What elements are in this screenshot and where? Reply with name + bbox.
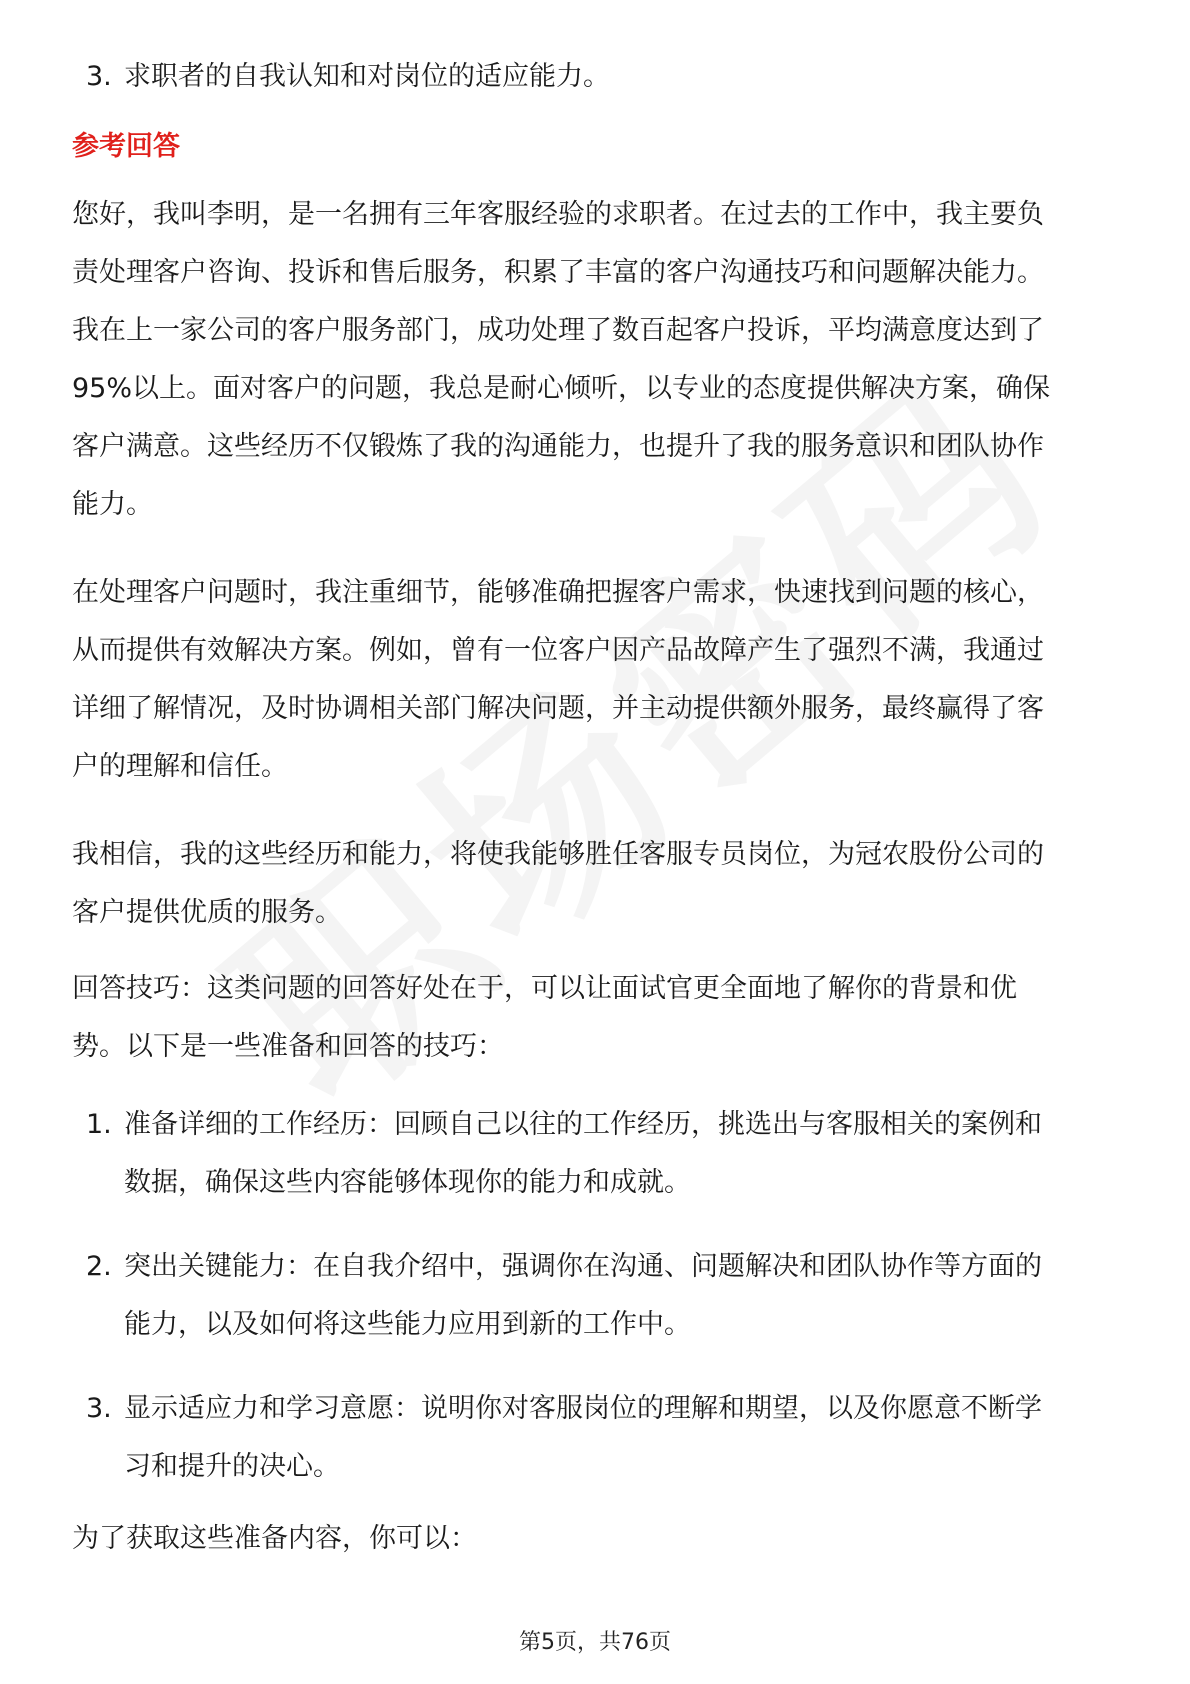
answer-paragraph-3 — [72, 826, 1122, 942]
list-item — [72, 1380, 1122, 1496]
list-number: 2. — [86, 1251, 112, 1282]
text-line: 户的理解和信任。 — [72, 751, 288, 782]
text-line: 责处理客户咨询、投诉和售后服务，积累了丰富的客户沟通技巧和问题解决能力。 — [72, 257, 1044, 288]
text-line: 能力。 — [72, 489, 153, 520]
list-number: 1. — [86, 1109, 112, 1140]
tips-intro — [72, 960, 1122, 1076]
text-line: 从而提供有效解决方案。例如，曾有一位客户因产品故障产生了强烈不满，我通过 — [72, 635, 1044, 666]
list-text: 能力，以及如何将这些能力应用到新的工作中。 — [124, 1309, 691, 1340]
text-line: 回答技巧：这类问题的回答好处在于，可以让面试官更全面地了解你的背景和优 — [72, 973, 1017, 1004]
text-line: 客户满意。这些经历不仅锻炼了我的沟通能力，也提升了我的服务意识和团队协作 — [72, 431, 1044, 462]
text-line: 我在上一家公司的客户服务部门，成功处理了数百起客户投诉，平均满意度达到了 — [72, 315, 1044, 346]
answer-paragraph-2 — [72, 564, 1122, 796]
page-content — [72, 48, 1122, 1568]
list-text: 显示适应力和学习意愿：说明你对客服岗位的理解和期望，以及你愿意不断学 — [124, 1393, 1042, 1424]
section-heading: 参考回答 — [72, 131, 180, 162]
list-text: 突出关键能力：在自我介绍中，强调你在沟通、问题解决和团队协作等方面的 — [124, 1251, 1042, 1282]
text-line: 详细了解情况，及时协调相关部门解决问题，并主动提供额外服务，最终赢得了客 — [72, 693, 1044, 724]
answer-paragraph-1 — [72, 186, 1122, 534]
list-number: 3. — [86, 1393, 112, 1424]
list-item — [72, 1096, 1122, 1212]
text-line: 势。以下是一些准备和回答的技巧： — [72, 1031, 504, 1062]
list-item — [72, 1238, 1122, 1354]
text-line: 95%以上。面对客户的问题，我总是耐心倾听，以专业的态度提供解决方案，确保 — [72, 373, 1051, 404]
list-number: 3. — [86, 61, 112, 92]
list-text: 准备详细的工作经历：回顾自己以往的工作经历，挑选出与客服相关的案例和 — [124, 1109, 1042, 1140]
closing-line: 为了获取这些准备内容，你可以： — [72, 1523, 477, 1554]
list-text: 习和提升的决心。 — [124, 1451, 340, 1482]
page-footer: 第5页，共76页 — [519, 1630, 671, 1655]
text-line: 在处理客户问题时，我注重细节，能够准确把握客户需求，快速找到问题的核心， — [72, 577, 1044, 608]
list-item — [72, 48, 1122, 106]
text-line: 我相信，我的这些经历和能力，将使我能够胜任客服专员岗位，为冠农股份公司的 — [72, 839, 1044, 870]
text-line: 客户提供优质的服务。 — [72, 897, 342, 928]
list-text: 数据，确保这些内容能够体现你的能力和成就。 — [124, 1167, 691, 1198]
list-text: 求职者的自我认知和对岗位的适应能力。 — [124, 61, 610, 92]
text-line: 您好，我叫李明，是一名拥有三年客服经验的求职者。在过去的工作中，我主要负 — [72, 199, 1044, 230]
